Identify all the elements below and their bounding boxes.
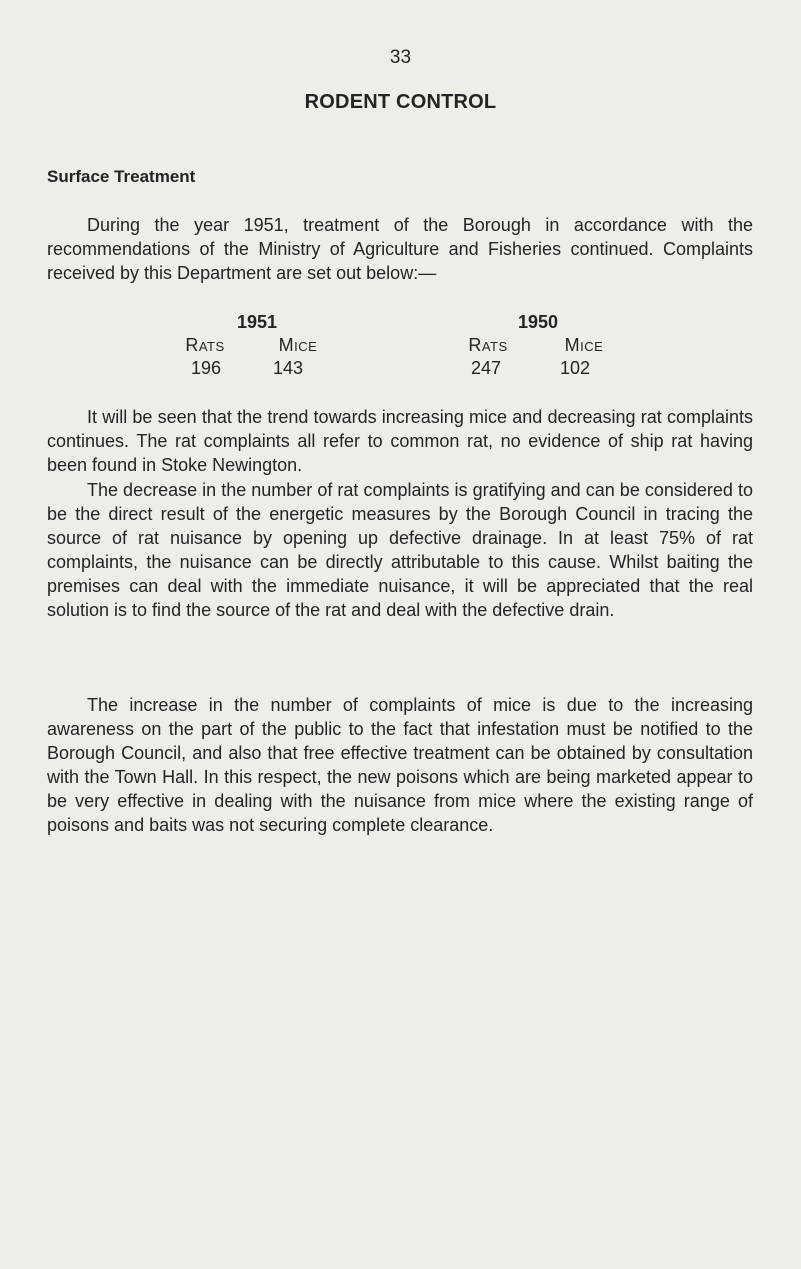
- rats-1950-header: Rats: [468, 335, 508, 355]
- page-title: RODENT CONTROL: [304, 91, 497, 113]
- mice-1951-value: 143: [272, 358, 304, 378]
- paragraph-mice-increase: The increase in the number of complaints of mice is due to the increasing awareness on the part of the public to the fact that infestation must be notified to the Borough Council, and also that free effective treatment can be obtained by consultation with the Town Hall. In this respect, the new poisons which are being marketed appear to be very effective in dealing with the nuisance from mice where the existing range of poisons and baits was not securing complete clearance.: [47, 695, 753, 835]
- paragraph-trend: It will be seen that the trend towards increasing mice and decreasing rat complaints continues. The rat complaints all refer to common rat, no evidence of ship rat having been found in Stoke Newington.: [47, 407, 753, 475]
- mice-1950-header: Mice: [564, 335, 604, 355]
- rats-1951-header: Rats: [185, 335, 225, 355]
- rats-1950-value: 247: [470, 358, 502, 378]
- rats-1951-value: 196: [190, 358, 222, 378]
- section-heading: Surface Treatment: [47, 167, 196, 186]
- mice-1950-value: 102: [559, 358, 591, 378]
- page-number: 33: [389, 47, 412, 68]
- year-1950-heading: 1950: [517, 312, 559, 332]
- paragraph-rat-decrease: The decrease in the number of rat complaints is gratifying and can be considered to be the direct result of the energetic measures by the Borough Council in tracing the source of rat nuisance by opening up defective drainage. In at least 75% of rat complaints, the nuisance can be directly attributable to this cause. Whilst baiting the premises can deal with the immediate nuisance, it will be appreciated that the real solution is to find the source of the rat and deal with the defective drain.: [47, 480, 753, 620]
- year-1951-heading: 1951: [236, 312, 278, 332]
- paragraph-intro: During the year 1951, treatment of the Borough in accordance with the recommendations of the Ministry of Agriculture and Fisheries continued. Complaints received by this Department are set out below:—: [47, 215, 753, 283]
- mice-1951-header: Mice: [278, 335, 318, 355]
